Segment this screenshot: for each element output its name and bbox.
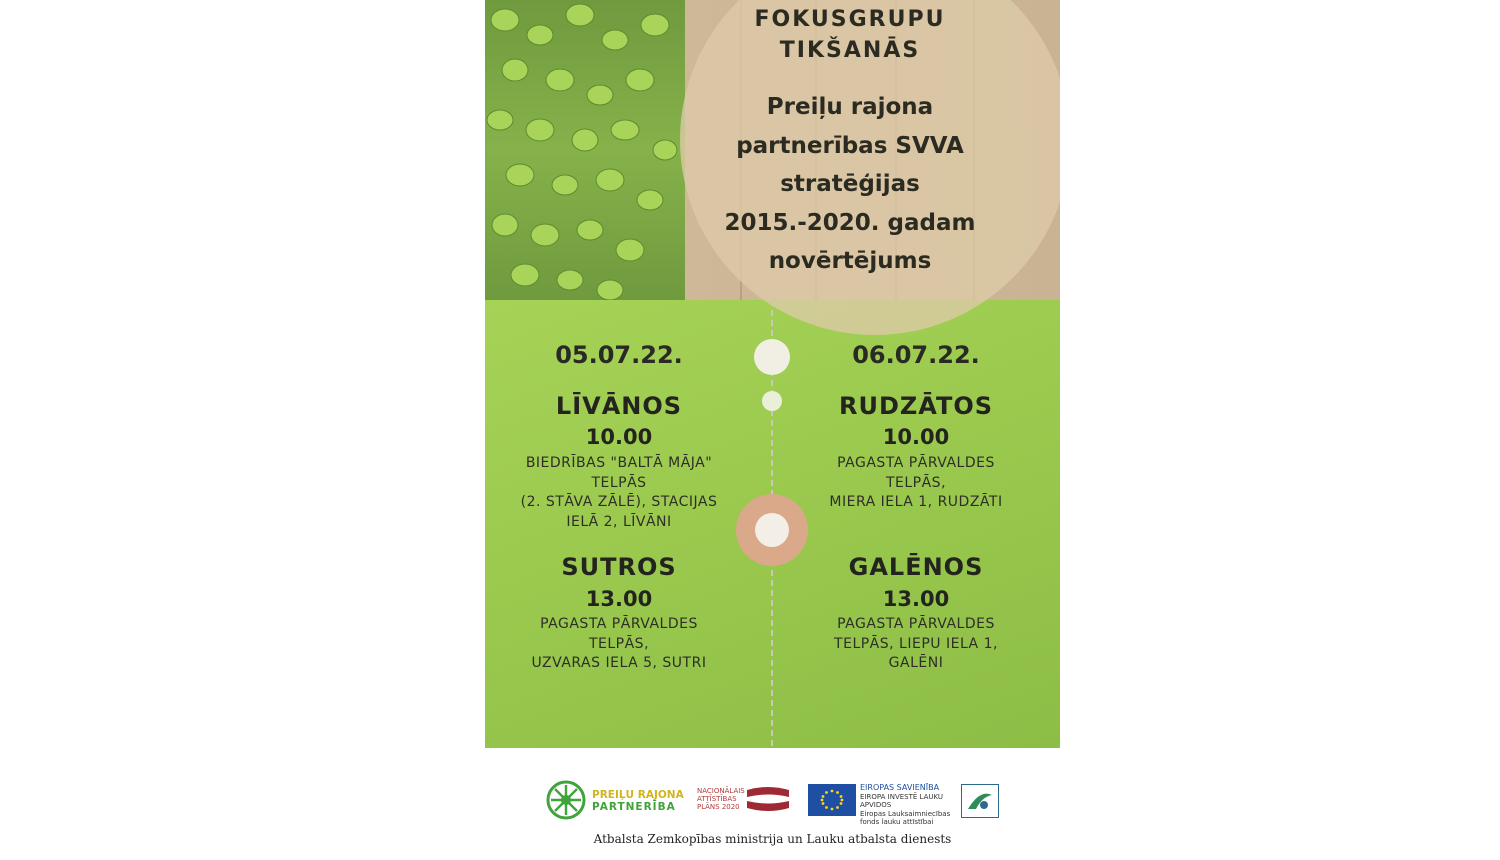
partnership-logo-icon bbox=[546, 780, 586, 820]
event-time: 13.00 bbox=[882, 587, 950, 611]
ivy-leaves-image bbox=[485, 0, 685, 300]
event-place-galenos: GALĒNOS bbox=[848, 553, 984, 581]
timeline-ring-center bbox=[755, 513, 789, 547]
poster-subtitle: Preiļu rajona partnerības SVVA stratēģijas 2015.-2020. gadam novērtējums bbox=[724, 94, 976, 274]
event-address: PAGASTA PĀRVALDES TELPĀS, UZVARAS IELA 5, SUTRI bbox=[531, 616, 707, 671]
footer-support-text: Atbalsta Zemkopības ministrija un Lauku atbalsta dienests bbox=[593, 832, 952, 846]
poster bbox=[485, 0, 1060, 748]
timeline-dot bbox=[754, 339, 790, 375]
right-date: 06.07.22. bbox=[852, 341, 980, 369]
event-place-sutros: SUTROS bbox=[561, 553, 677, 581]
event-place-livanos: LĪVĀNOS bbox=[555, 392, 683, 420]
event-place-rudzatos: RUDZĀTOS bbox=[838, 392, 994, 420]
leader-logo-icon bbox=[961, 784, 999, 818]
event-time: 10.00 bbox=[882, 425, 950, 449]
poster-heading: FOKUSGRUPU TIKŠANĀS bbox=[754, 7, 946, 63]
eu-text: EIROPAS SAVIENĪBA EIROPA INVESTĒ LAUKU APVIDOS Eiropas Lauksaimniecības fonds lauku attīstībai bbox=[860, 783, 951, 826]
timeline-dot-small bbox=[762, 391, 782, 411]
eu-flag-icon bbox=[808, 784, 856, 816]
event-time: 10.00 bbox=[585, 425, 653, 449]
left-date: 05.07.22. bbox=[555, 341, 683, 369]
latvia-flag-icon bbox=[745, 784, 791, 814]
national-plan-text: NACIONĀLAIS ATTĪSTĪBAS PLĀNS 2020 bbox=[697, 787, 745, 811]
event-time: 13.00 bbox=[585, 587, 653, 611]
event-address: BIEDRĪBAS "BALTĀ MĀJA" TELPĀS (2. STĀVA ZĀLĒ), STACIJAS IELĀ 2, LĪVĀNI bbox=[520, 455, 718, 530]
partnership-name: PREIĻU RAJONA PARTNERĪBA bbox=[592, 789, 684, 813]
event-address: PAGASTA PĀRVALDES TELPĀS, LIEPU IELA 1, GALĒNI bbox=[834, 616, 998, 671]
logo-strip bbox=[540, 776, 1010, 826]
event-address: PAGASTA PĀRVALDES TELPĀS, MIERA IELA 1, RUDZĀTI bbox=[829, 455, 1003, 510]
